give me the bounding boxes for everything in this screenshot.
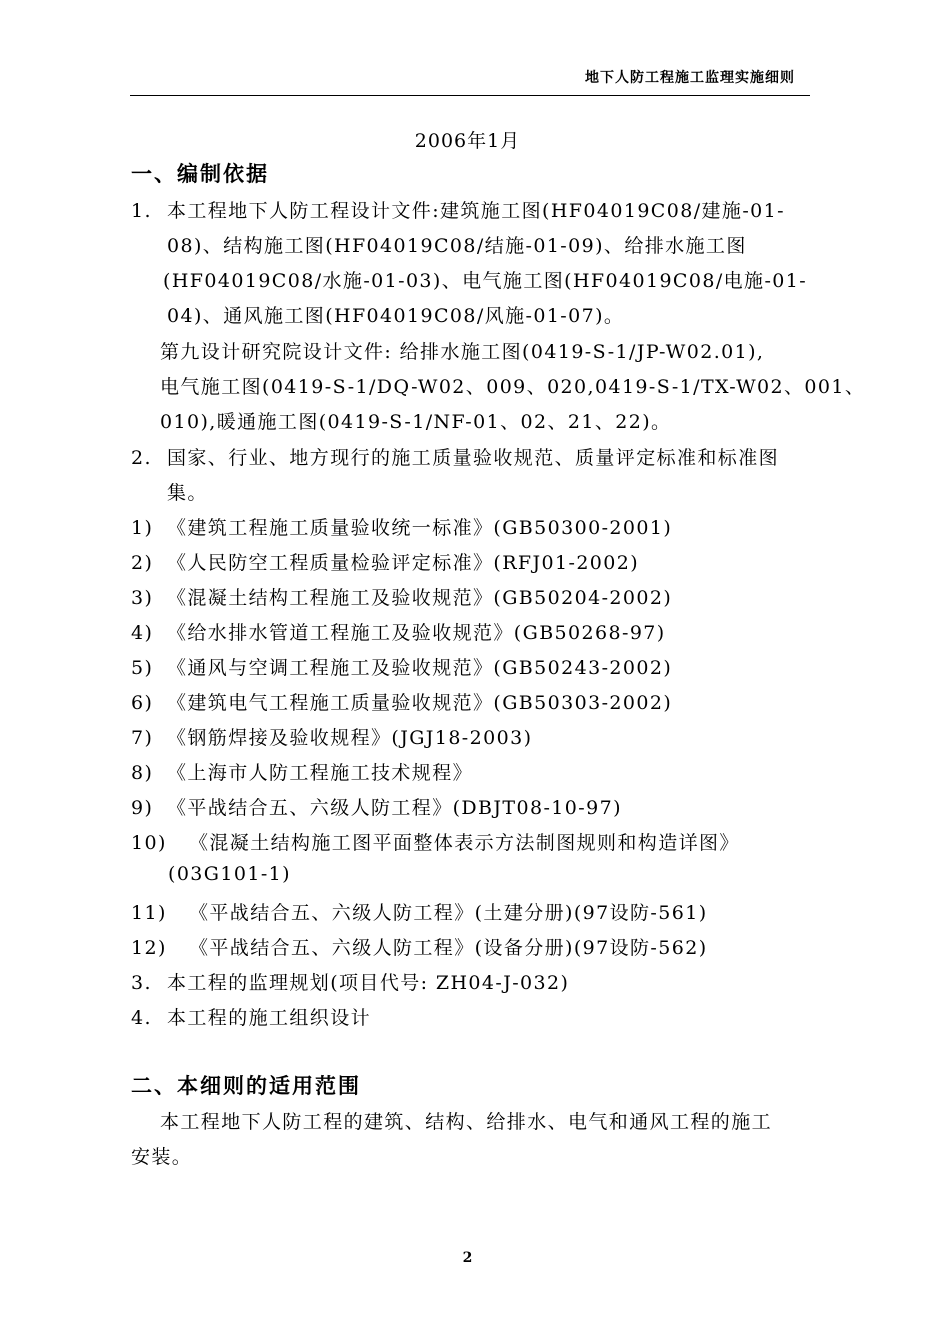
item3-line [131,968,569,995]
section1-heading: 一、编制依据 [131,161,269,186]
item1-line2: 08)、结构施工图(HF04019C08/结施-01-09)、给排水施工图 [167,235,747,257]
document-date: 2006年1月 [414,130,521,152]
standard-text: 《钢筋焊接及验收规程》(JGJ18-2003) [167,727,533,749]
standard-item-10 [131,828,740,855]
item2-text: 国家、行业、地方现行的施工质量验收规范、质量评定标准和标准图 [167,447,780,469]
standard-text: 《平战结合五、六级人防工程》(设备分册)(97设防-562) [189,937,708,959]
standard-item-11 [131,898,708,925]
item1-sub-line2: 电气施工图(0419-S-1/DQ-W02、009、020,0419-S-1/TX-W02、001、 [160,376,866,398]
standard-text: 《上海市人防工程施工技术规程》 [167,762,474,784]
item2-line2: 集。 [167,482,208,504]
item1-sub-line3: 010),暖通施工图(0419-S-1/NF-01、02、21、22)。 [160,411,672,433]
standard-item-8 [131,758,473,785]
item1-line3: (HF04019C08/水施-01-03)、电气施工图(HF04019C08/电施-01- [163,270,808,292]
standard-item-4 [131,618,666,645]
item3-text: 本工程的监理规划(项目代号: ZH04-J-032) [167,972,570,994]
item3-number: 3. [131,972,152,994]
standard-number: 9) [131,797,154,819]
standard-text: 《混凝土结构工程施工及验收规范》(GB50204-2002) [167,587,673,609]
item2-line1 [131,443,779,470]
standard-number: 8) [131,762,154,784]
standard-text: 《建筑工程施工质量验收统一标准》(GB50300-2001) [167,517,673,539]
item1-line1 [131,196,785,223]
item4-line [131,1003,371,1030]
standard-item-2 [131,548,639,575]
standard-number: 3) [131,587,154,609]
standard-number: 10) [131,832,167,854]
standard-text: 《混凝土结构施工图平面整体表示方法制图规则和构造详图》 [189,832,740,854]
standard-number: 11) [131,902,167,924]
standard-text: 《人民防空工程质量检验评定标准》(RFJ01-2002) [167,552,640,574]
standard-number: 2) [131,552,154,574]
header-divider [130,95,810,96]
standard-number: 4) [131,622,154,644]
item1-text: 本工程地下人防工程设计文件:建筑施工图(HF04019C08/建施-01- [167,200,785,222]
standard-item-10-continuation: (03G101-1) [168,863,291,885]
standard-number: 12) [131,937,167,959]
standard-item-1 [131,513,672,540]
item4-text: 本工程的施工组织设计 [167,1007,372,1029]
section2-line2: 安装。 [131,1146,193,1168]
item1-number: 1. [131,200,152,222]
standard-text: 《给水排水管道工程施工及验收规范》(GB50268-97) [167,622,666,644]
standard-text: 《平战结合五、六级人防工程》(DBJT08-10-97) [167,797,622,819]
standard-item-12 [131,933,708,960]
standard-number: 5) [131,657,154,679]
page-header-title: 地下人防工程施工监理实施细则 [585,70,795,86]
page-number: 2 [462,1250,473,1266]
item4-number: 4. [131,1007,152,1029]
item2-number: 2. [131,447,152,469]
standard-number: 7) [131,727,154,749]
standard-number: 6) [131,692,154,714]
standard-text: 《平战结合五、六级人防工程》(土建分册)(97设防-561) [189,902,708,924]
standard-item-5 [131,653,672,680]
item1-line4: 04)、通风施工图(HF04019C08/风施-01-07)。 [167,305,625,327]
standard-item-9 [131,793,622,820]
standard-item-7 [131,723,532,750]
standard-text: 《通风与空调工程施工及验收规范》(GB50243-2002) [167,657,673,679]
standard-item-3 [131,583,672,610]
standard-item-6 [131,688,672,715]
section2-heading: 二、本细则的适用范围 [131,1073,361,1098]
section2-line1: 本工程地下人防工程的建筑、结构、给排水、电气和通风工程的施工 [160,1111,773,1133]
item1-sub-line1: 第九设计研究院设计文件: 给排水施工图(0419-S-1/JP-W02.01), [160,341,765,363]
standard-number: 1) [131,517,154,539]
standard-text: 《建筑电气工程施工质量验收规范》(GB50303-2002) [167,692,673,714]
